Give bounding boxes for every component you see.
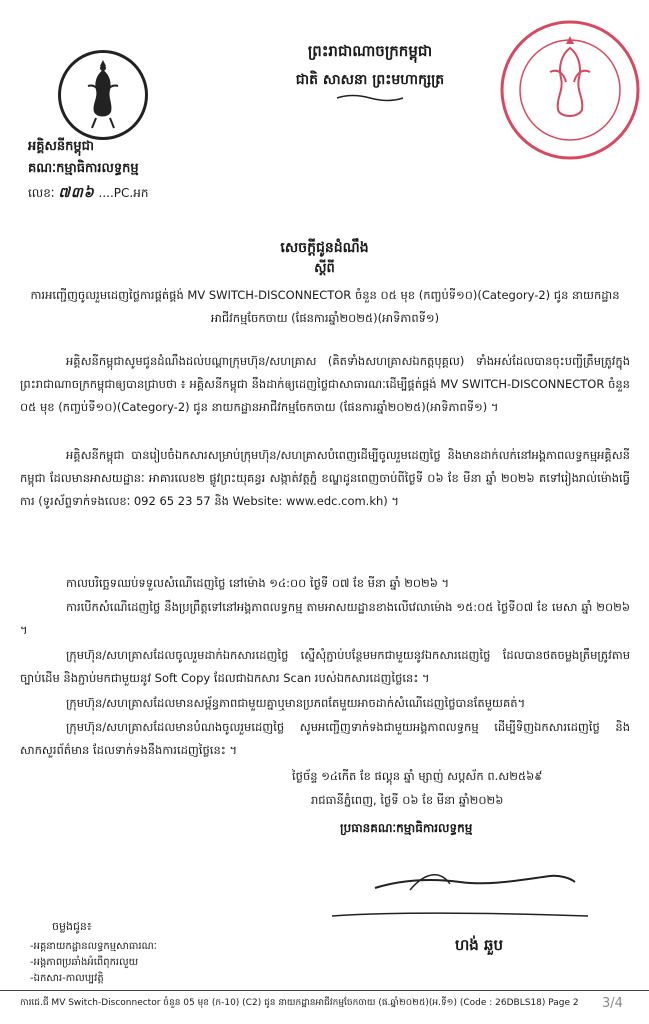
signature-underline-icon	[330, 908, 590, 922]
notice-subject: ការអញ្ជើញចូលរួមដេញថ្លៃការផ្គត់ផ្គង់ MV SWITCH-DISCONNECTOR ចំនួន ០៥ មុខ (កញ្ចប់ទី១០)(Category-2) ជូន នាយកដ្ឋានអាជីវកម្មចែកចាយ (ផែនការឆ្នាំ២០២៥)(អាទិភាពទី១)	[30, 288, 620, 325]
notice-about: ស្តីពី	[314, 261, 335, 276]
place-date: រាជធានីភ្នំពេញ, ថ្ងៃទី ០៦ ខែ មីនា ឆ្នាំ២០២៦	[311, 793, 504, 807]
paragraph-soft-copy: ក្រុមហ៊ុន/សហគ្រាសដែលចូលរួមដាក់ឯកសារដេញថ្លៃ ស្នើសុំភ្ជាប់បន្ថែមមកជាមួយនូវឯកសារដេញថ្លៃ ដែលបានថតចម្លងត្រឹមត្រូវតាមច្បាប់ដើម និងភ្ជាប់មកជាមួយនូវ Soft Copy ដែលជាឯកសារ Scan របស់ឯកសារដេញថ្លៃនេះ ។	[20, 648, 630, 685]
footer-text: ការជេ.ជី MV Switch-Disconnector ចំនួន 05 មុខ (ក-10) (C2) ជូន នាយកដ្ឋានអាជីវកម្មចែកចាយ (ផ.ឆ្នាំ២០២៥)(អ.ទី១) (Code : 26DBLS18) Page 2	[20, 998, 579, 1008]
org-name: អគ្គិសនីកម្ពុជា	[28, 139, 95, 154]
ref-prefix: លេខៈ	[28, 186, 55, 200]
dancer-emblem-icon	[64, 56, 142, 134]
lunar-date: ថ្ងៃច័ន្ទ ១៤កើត ខែ ផល្គុន ឆ្នាំ ម្សាញ់ សប្តស័ក ព.ស២៥៦៩	[292, 769, 543, 783]
kingdom-title: ព្រះរាជាណាចក្រកម្ពុជា	[307, 42, 433, 60]
paragraph-opening: ការបើកសំណើដេញថ្លៃ នឹងប្រព្រឹត្តទៅនៅអង្គភាពលទ្ធកម្ម តាមអាសយដ្ឋានខាងលើវេលាម៉ោង ១៥:០៥ ថ្ងៃទី០៧ ខែ មេសា ឆ្នាំ ២០២៦ ។	[20, 600, 630, 637]
org-committee: គណៈកម្មាធិការលទ្ធកម្ម	[28, 161, 139, 176]
national-motto: ជាតិ សាសនា ព្រះមហាក្សត្រ	[295, 72, 445, 88]
notice-title: សេចក្តីជូនដំណឹង	[280, 240, 369, 256]
signer-name: ហង់ ឆួប	[455, 936, 504, 954]
paragraph-documents: អគ្គិសនីកម្ពុជា បានរៀបចំឯកសារសម្រាប់ក្រុមហ៊ុន/សហគ្រាសបំពេញដើម្បីចូលរួមដេញថ្លៃ និងមានដាក់លក់នៅអង្គភាពលទ្ធកម្មអគ្គិសនីកម្ពុជា ដែលមានអាសយដ្ឋានៈ អាគារលេខ២ ផ្លូវព្រះយុគន្ធរ សង្កាត់វត្តភ្នំ ខណ្ឌដូនពេញចាប់ពីថ្ងៃទី ០៦ ខែ មីនា ឆ្នាំ ២០២៦ តទៅរៀងរាល់ម៉ោងធ្វើការ (ទូរស័ព្ទទាក់ទងលេខៈ 092 65 23 57 និង Website: www.edc.com.kh) ។	[20, 448, 630, 508]
paragraph-contact: ក្រុមហ៊ុន/សហគ្រាសដែលមានបំណងចូលរួមដេញថ្លៃ សូមអញ្ជើញទាក់ទងជាមួយអង្គភាពលទ្ធកម្ម ដើម្បីទិញឯកសារដេញថ្លៃ និងសាកសួរព័ត៌មាន ដែលទាក់ទងនឹងការដេញថ្លៃនេះ ។	[20, 720, 630, 757]
paragraph-affiliation: ក្រុមហ៊ុន/សហគ្រាសដែលមានសម្ព័ន្ធភាពជាមួយគ្នាឬមានប្រភពតែមួយអាចដាក់សំណើដេញថ្លៃបានតែមួយគត់។	[66, 696, 526, 710]
cc-item: -អគ្គនាយកដ្ឋានលទ្ធកម្មសាធារណៈ	[30, 941, 157, 952]
footer-divider	[0, 990, 649, 991]
ref-suffix: ....PC.អក	[98, 186, 149, 200]
paragraph-announcement: អគ្គិសនីកម្ពុជាសូមជូនដំណឹងដល់បណ្តាក្រុមហ៊ុន/សហគ្រាស (គិតទាំងសហគ្រាសឯកត្តបុគ្គល) ទាំងអស់ដែលបានចុះបញ្ជីត្រឹមត្រូវក្នុងព្រះរាជាណាចក្រកម្ពុជាឲ្យបានជ្រាបថា ៖ អគ្គិសនីកម្ពុជា នឹងដាក់ឲ្យដេញថ្លៃជាសាធារណៈដើម្បីផ្គត់ផ្គង់ MV SWITCH-DISCONNECTOR ចំនួន ០៥ មុខ (កញ្ចប់ទី១០)(Category-2) ជូន នាយកដ្ឋានអាជីវកម្មចែកចាយ (ផែនការឆ្នាំ២០២៥)(អាទិភាពទី១) ។	[20, 354, 630, 414]
cc-title: ចម្លងជូន៖	[52, 920, 92, 933]
reference-line	[28, 183, 148, 204]
cc-item: -ឯកសារ-កាលប្បវត្តិ	[30, 973, 104, 984]
signatory-title: ប្រធានគណៈកម្មាធិការលទ្ធកម្ម	[340, 821, 473, 835]
paragraph-deadline: កាលបរិច្ឆេទឈប់ទទួលសំណើដេញថ្លៃ នៅម៉ោង ១៤:០០ ថ្ងៃទី ០៧ ខែ មីនា ឆ្នាំ ២០២៦ ។	[66, 576, 450, 590]
ornament-divider-icon	[335, 93, 405, 103]
official-seal	[498, 18, 642, 162]
edc-logo	[58, 50, 148, 140]
cc-item: -អង្គភាពប្រឆាំងអំពើពុករលួយ	[30, 957, 139, 968]
page-number: 3/4	[602, 996, 623, 1011]
ref-number: ៧៣៦	[58, 185, 95, 201]
signature-icon	[370, 860, 580, 900]
